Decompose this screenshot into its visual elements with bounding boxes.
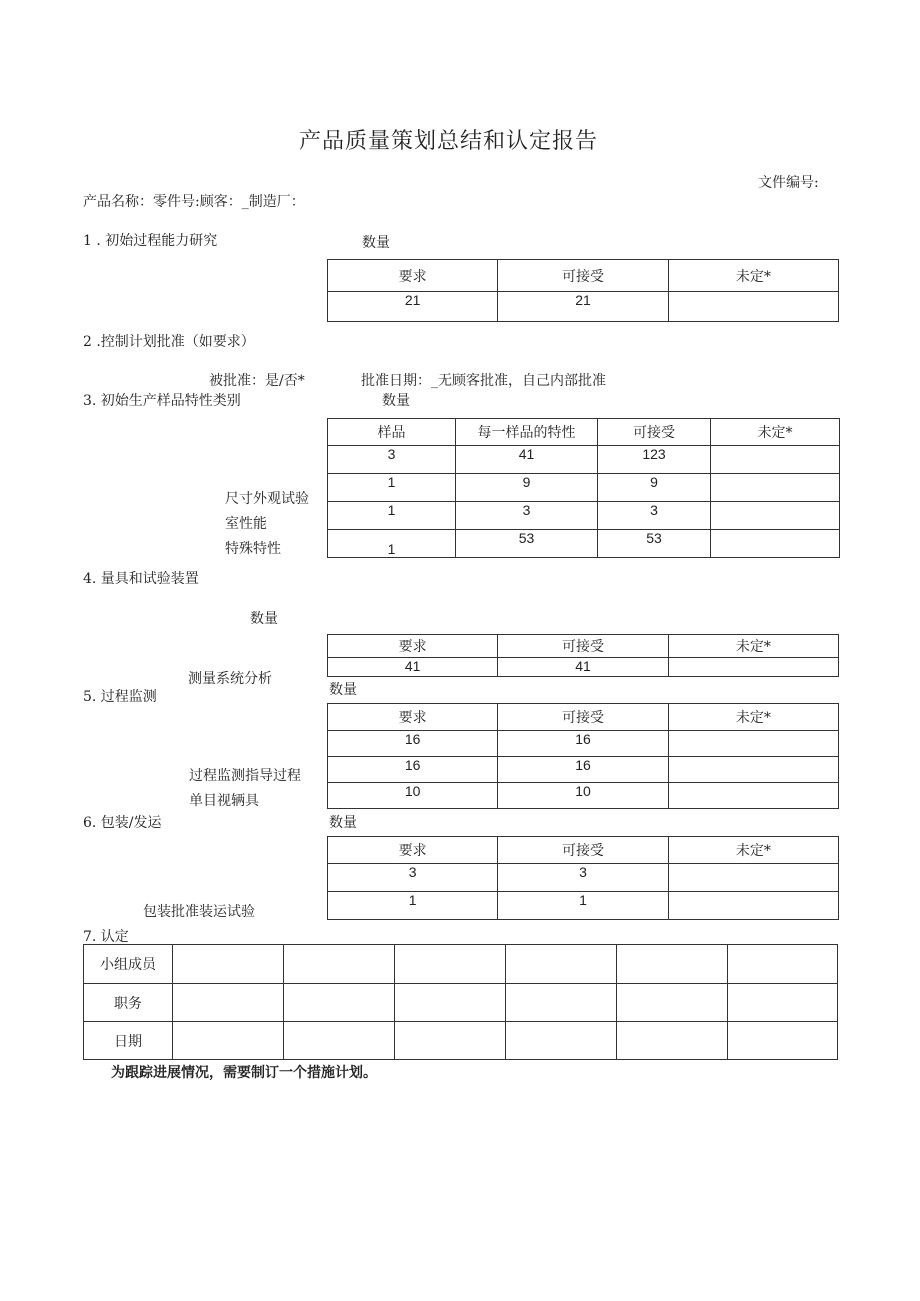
signoff-cell[interactable] xyxy=(284,945,395,984)
row-label-process-monitoring: 过程监测指导过程 xyxy=(189,768,301,784)
cell: 9 xyxy=(598,474,711,502)
row-label-packaging: 包装批准装运试验 xyxy=(143,904,255,920)
header-acceptable: 可接受 xyxy=(498,837,668,864)
section-4-qty-label: 数量 xyxy=(250,611,278,627)
cell xyxy=(711,446,840,474)
header-acceptable: 可接受 xyxy=(598,419,711,446)
section-3-table xyxy=(327,418,840,558)
cell: 41 xyxy=(498,658,668,677)
signoff-cell[interactable] xyxy=(506,1022,617,1060)
section-6-qty-label: 数量 xyxy=(329,815,357,831)
cell xyxy=(711,502,840,530)
section-6-heading: 6. 包装/发运 xyxy=(83,815,162,831)
section-5-heading: 5. 过程监测 xyxy=(83,689,157,705)
approval-date: 批准日期：_无顾客批准，自己内部批准 xyxy=(361,373,606,389)
signoff-cell[interactable] xyxy=(617,1022,728,1060)
cell: 10 xyxy=(328,783,498,809)
signoff-cell[interactable] xyxy=(617,984,728,1022)
cell: 16 xyxy=(328,757,498,783)
header-required: 要求 xyxy=(328,704,498,731)
signoff-cell[interactable] xyxy=(173,945,284,984)
cell xyxy=(711,530,840,558)
section-7-heading: 7. 认定 xyxy=(83,929,129,945)
signoff-cell[interactable] xyxy=(284,984,395,1022)
header-pending: 未定* xyxy=(668,704,838,731)
row-label-date: 日期 xyxy=(84,1022,173,1060)
cell: 3 xyxy=(328,446,456,474)
cell: 123 xyxy=(598,446,711,474)
cell: 16 xyxy=(498,757,668,783)
header-acceptable: 可接受 xyxy=(498,260,668,292)
report-title: 产品质量策划总结和认定报告 xyxy=(299,129,599,154)
header-pending: 未定* xyxy=(668,260,838,292)
signoff-cell[interactable] xyxy=(284,1022,395,1060)
header-required: 要求 xyxy=(328,260,498,292)
header-per-sample-characteristics: 每一样品的特性 xyxy=(456,419,598,446)
cell: 3 xyxy=(328,864,498,892)
section-5-qty-label: 数量 xyxy=(329,682,357,698)
signoff-cell[interactable] xyxy=(506,984,617,1022)
cell: 9 xyxy=(456,474,598,502)
cell xyxy=(668,783,838,809)
cell: 1 xyxy=(328,892,498,920)
product-info-line: 产品名称：零件号:顾客：_制造厂： xyxy=(83,194,305,210)
signoff-cell[interactable] xyxy=(395,1022,506,1060)
row-label-performance: 室性能 xyxy=(225,516,267,532)
row-label-msa: 测量系统分析 xyxy=(188,671,272,687)
signoff-cell[interactable] xyxy=(728,945,838,984)
cell: 16 xyxy=(498,731,668,757)
cell xyxy=(668,757,838,783)
cell xyxy=(668,892,838,920)
row-label-team-members: 小组成员 xyxy=(84,945,173,984)
cell: 3 xyxy=(498,864,668,892)
signoff-cell[interactable] xyxy=(173,1022,284,1060)
cell xyxy=(668,731,838,757)
cell xyxy=(668,864,838,892)
header-sample: 样品 xyxy=(328,419,456,446)
cell xyxy=(668,292,838,322)
section-3-heading: 3. 初始生产样品特性类别 xyxy=(83,393,241,409)
cell: 41 xyxy=(456,446,598,474)
section-5-table xyxy=(327,703,839,809)
section-1-table xyxy=(327,259,839,322)
cell xyxy=(668,658,838,677)
cell: 21 xyxy=(498,292,668,322)
cell: 10 xyxy=(498,783,668,809)
section-4-table xyxy=(327,634,839,677)
signoff-cell[interactable] xyxy=(395,984,506,1022)
row-label-special: 特殊特性 xyxy=(225,541,281,557)
section-2-heading: 2 .控制计划批准（如要求） xyxy=(83,334,255,350)
cell: 3 xyxy=(456,502,598,530)
cell: 1 xyxy=(498,892,668,920)
cell: 1 xyxy=(328,502,456,530)
cell: 53 xyxy=(598,530,711,558)
section-6-table xyxy=(327,836,839,920)
signoff-cell[interactable] xyxy=(173,984,284,1022)
signoff-cell[interactable] xyxy=(395,945,506,984)
section-3-qty-label: 数量 xyxy=(382,393,410,409)
signoff-cell[interactable] xyxy=(506,945,617,984)
header-required: 要求 xyxy=(328,837,498,864)
row-label-dimension: 尺寸外观试验 xyxy=(225,491,309,507)
cell: 1 xyxy=(328,530,456,558)
doc-number-label: 文件编号: xyxy=(758,175,819,191)
section-4-heading: 4. 量具和试验装置 xyxy=(83,571,199,587)
cell xyxy=(711,474,840,502)
header-acceptable: 可接受 xyxy=(498,635,668,658)
row-label-visual-aids: 单目视辆具 xyxy=(189,793,259,809)
approved-status: 被批准：是/否* xyxy=(209,373,305,389)
signoff-table xyxy=(83,944,838,1060)
cell: 16 xyxy=(328,731,498,757)
signoff-cell[interactable] xyxy=(617,945,728,984)
header-pending: 未定* xyxy=(668,635,838,658)
signoff-cell[interactable] xyxy=(728,1022,838,1060)
cell: 41 xyxy=(328,658,498,677)
cell: 53 xyxy=(456,530,598,558)
cell: 1 xyxy=(328,474,456,502)
header-acceptable: 可接受 xyxy=(498,704,668,731)
header-required: 要求 xyxy=(328,635,498,658)
footer-note: 为跟踪进展情况，需要制订一个措施计划。 xyxy=(111,1064,377,1080)
signoff-cell[interactable] xyxy=(728,984,838,1022)
section-1-heading: 1 . 初始过程能力研究 xyxy=(83,233,218,249)
cell: 21 xyxy=(328,292,498,322)
section-1-qty-label: 数量 xyxy=(362,235,390,251)
cell: 3 xyxy=(598,502,711,530)
header-pending: 未定* xyxy=(711,419,840,446)
header-pending: 未定* xyxy=(668,837,838,864)
row-label-position: 职务 xyxy=(84,984,173,1022)
